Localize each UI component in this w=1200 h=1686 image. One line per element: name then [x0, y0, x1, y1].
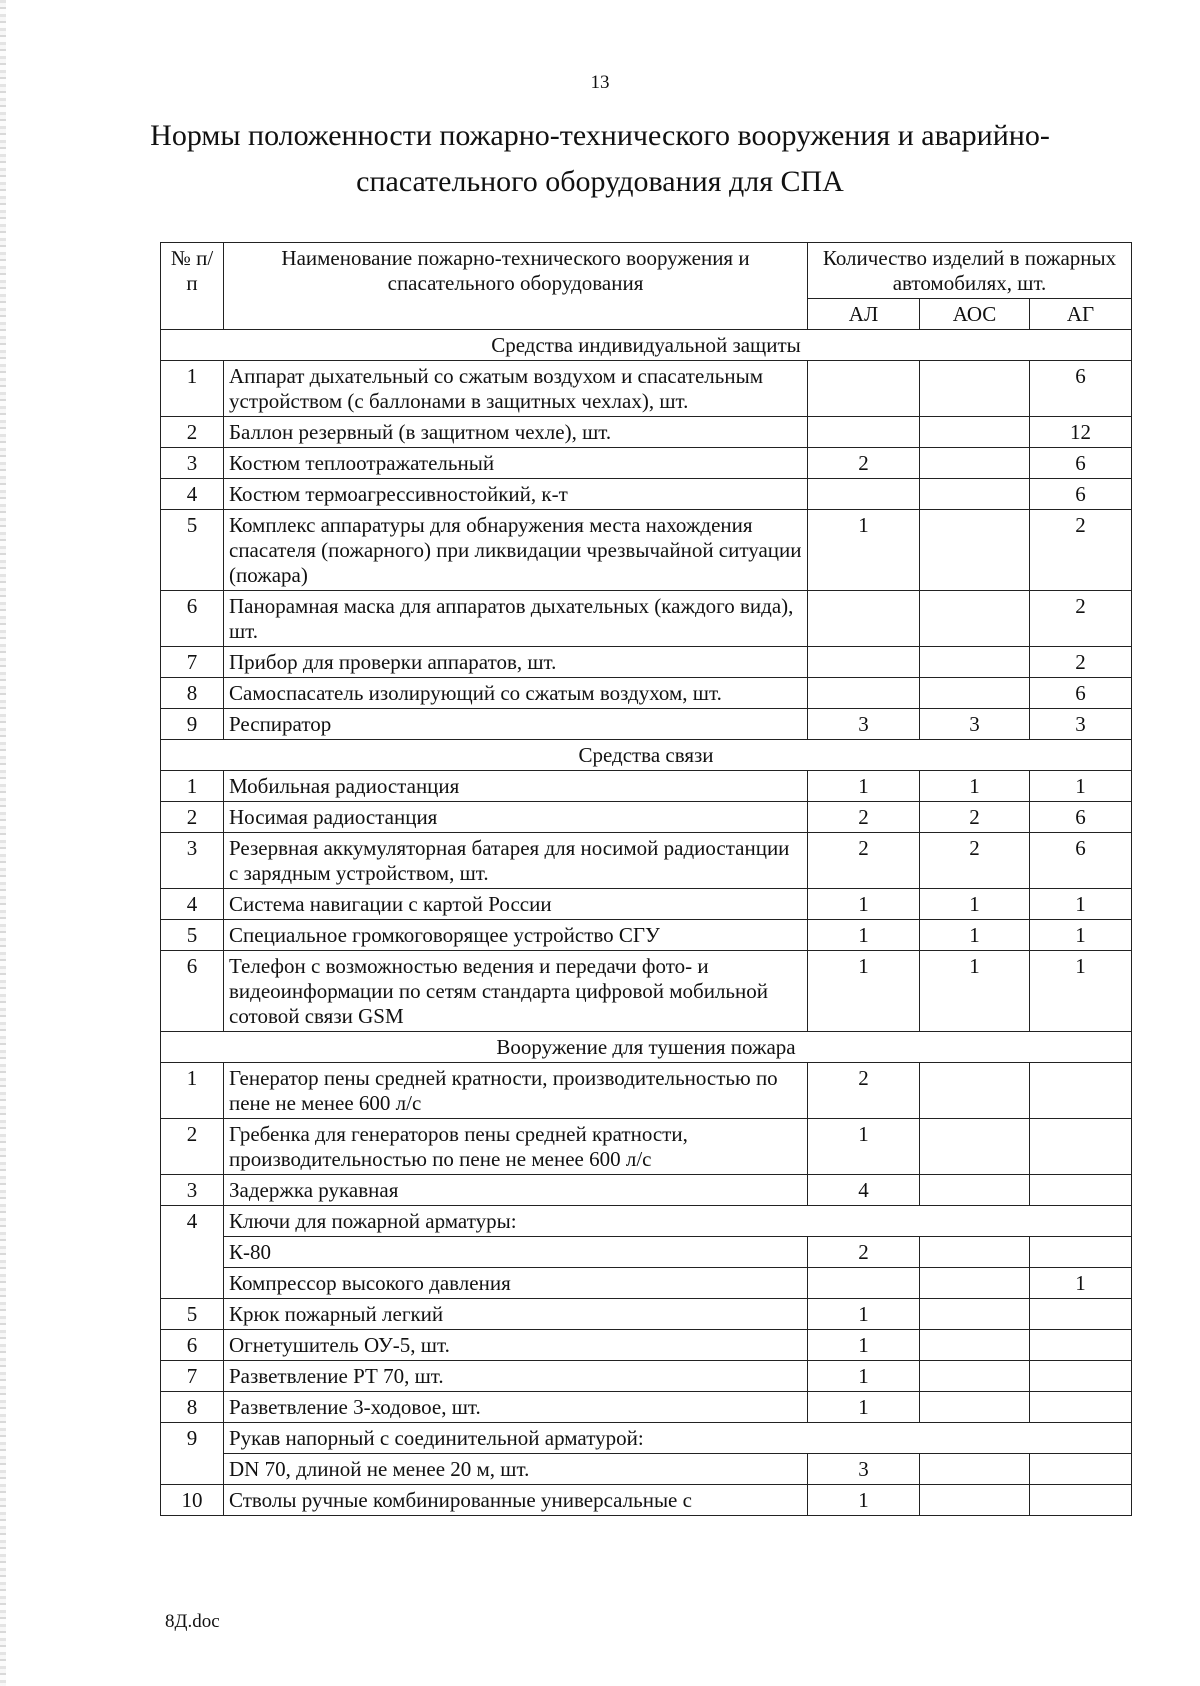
row-number: 3 [161, 1175, 224, 1206]
qty-aos [920, 1485, 1030, 1516]
row-number: 7 [161, 647, 224, 678]
page-number: 13 [590, 72, 610, 93]
qty-ag: 1 [1030, 771, 1132, 802]
header-qty: Количество изделий в пожарных автомобилях, шт. [808, 243, 1132, 299]
header-col-aos: АОС [920, 299, 1030, 330]
qty-aos [920, 678, 1030, 709]
row-name: Система навигации с картой России [224, 889, 808, 920]
table-row [161, 1361, 1132, 1392]
row-number: 2 [161, 802, 224, 833]
table-row [161, 889, 1132, 920]
qty-al: 2 [808, 1237, 920, 1268]
section-title: Средства индивидуальной защиты [161, 330, 1132, 361]
row-number: 5 [161, 510, 224, 591]
qty-ag: 6 [1030, 361, 1132, 417]
table-row [161, 647, 1132, 678]
row-name: Огнетушитель ОУ-5, шт. [224, 1330, 808, 1361]
row-name: Рукав напорный с соединительной арматурой: [224, 1423, 1132, 1454]
qty-ag: 3 [1030, 709, 1132, 740]
row-number: 7 [161, 1361, 224, 1392]
row-name: Носимая радиостанция [224, 802, 808, 833]
qty-aos [920, 1237, 1030, 1268]
row-number: 6 [161, 591, 224, 647]
qty-al [808, 1268, 920, 1299]
qty-al: 1 [808, 920, 920, 951]
qty-ag [1030, 1063, 1132, 1119]
table-row [161, 802, 1132, 833]
header-num: № п/п [161, 243, 224, 330]
qty-al: 2 [808, 1063, 920, 1119]
subrow-name: DN 70, длиной не менее 20 м, шт. [224, 1454, 808, 1485]
qty-al: 1 [808, 1361, 920, 1392]
section-title: Вооружение для тушения пожара [161, 1032, 1132, 1063]
table-row [161, 1206, 1132, 1237]
qty-ag: 2 [1030, 591, 1132, 647]
qty-ag: 1 [1030, 889, 1132, 920]
table-row [161, 1119, 1132, 1175]
row-number: 2 [161, 1119, 224, 1175]
row-number: 3 [161, 448, 224, 479]
qty-al [808, 591, 920, 647]
qty-ag: 2 [1030, 510, 1132, 591]
subrow-name: К-80 [224, 1237, 808, 1268]
row-name: Резервная аккумуляторная батарея для носимой радиостанции с зарядным устройством, шт. [224, 833, 808, 889]
title-line-1: Нормы положенности пожарно-технического вооружения и аварийно- [150, 119, 1050, 152]
qty-ag [1030, 1237, 1132, 1268]
table-row [161, 1175, 1132, 1206]
row-number: 9 [161, 1423, 224, 1485]
qty-al [808, 361, 920, 417]
row-name: Мобильная радиостанция [224, 771, 808, 802]
row-number: 4 [161, 479, 224, 510]
qty-ag [1030, 1175, 1132, 1206]
row-name: Стволы ручные комбинированные универсальные с [224, 1485, 808, 1516]
qty-aos [920, 1392, 1030, 1423]
qty-aos [920, 448, 1030, 479]
qty-aos [920, 479, 1030, 510]
subrow-name: Компрессор высокого давления [224, 1268, 808, 1299]
qty-ag: 6 [1030, 678, 1132, 709]
scan-edge [0, 0, 6, 1686]
row-name: Ключи для пожарной арматуры: [224, 1206, 1132, 1237]
row-name: Самоспасатель изолирующий со сжатым воздухом, шт. [224, 678, 808, 709]
qty-aos [920, 1330, 1030, 1361]
header-row [161, 243, 1132, 299]
qty-aos [920, 510, 1030, 591]
row-number: 6 [161, 951, 224, 1032]
qty-ag [1030, 1119, 1132, 1175]
table-subrow [161, 1268, 1132, 1299]
qty-ag: 1 [1030, 1268, 1132, 1299]
qty-al: 2 [808, 448, 920, 479]
qty-al: 2 [808, 833, 920, 889]
row-name: Разветвление РТ 70, шт. [224, 1361, 808, 1392]
qty-al: 1 [808, 771, 920, 802]
qty-al [808, 647, 920, 678]
qty-ag: 6 [1030, 448, 1132, 479]
table-row [161, 591, 1132, 647]
table-row [161, 510, 1132, 591]
header-col-al: АЛ [808, 299, 920, 330]
qty-aos [920, 647, 1030, 678]
row-number: 8 [161, 678, 224, 709]
qty-aos: 1 [920, 771, 1030, 802]
norms-table-wrapper [160, 242, 1131, 1516]
section-row [161, 1032, 1132, 1063]
row-number: 4 [161, 889, 224, 920]
table-row [161, 833, 1132, 889]
qty-al: 3 [808, 1454, 920, 1485]
qty-aos [920, 1063, 1030, 1119]
table-row [161, 920, 1132, 951]
row-number: 2 [161, 417, 224, 448]
row-number: 6 [161, 1330, 224, 1361]
row-number: 1 [161, 1063, 224, 1119]
title-line-2: спасательного оборудования для СПА [356, 165, 844, 198]
qty-aos [920, 1361, 1030, 1392]
qty-aos [920, 1119, 1030, 1175]
table-row [161, 1392, 1132, 1423]
row-name: Телефон с возможностью ведения и передачи фото- и видеоинформации по сетям стандарта цифровой мобильной сотовой связи GSM [224, 951, 808, 1032]
row-name: Прибор для проверки аппаратов, шт. [224, 647, 808, 678]
table-row [161, 1063, 1132, 1119]
qty-al: 4 [808, 1175, 920, 1206]
row-name: Задержка рукавная [224, 1175, 808, 1206]
file-name-footer: 8Д.doc [165, 1611, 220, 1632]
qty-al: 1 [808, 1330, 920, 1361]
qty-ag [1030, 1485, 1132, 1516]
qty-ag: 12 [1030, 417, 1132, 448]
qty-aos: 2 [920, 802, 1030, 833]
row-number: 5 [161, 920, 224, 951]
qty-al: 1 [808, 951, 920, 1032]
qty-aos [920, 1299, 1030, 1330]
qty-aos: 1 [920, 889, 1030, 920]
row-number: 8 [161, 1392, 224, 1423]
qty-aos: 1 [920, 951, 1030, 1032]
qty-ag: 6 [1030, 802, 1132, 833]
row-name: Баллон резервный (в защитном чехле), шт. [224, 417, 808, 448]
qty-al: 1 [808, 510, 920, 591]
qty-ag: 6 [1030, 833, 1132, 889]
table-subrow [161, 1454, 1132, 1485]
qty-ag: 6 [1030, 479, 1132, 510]
table-row [161, 361, 1132, 417]
row-name: Комплекс аппаратуры для обнаружения места нахождения спасателя (пожарного) при ликвидации чрезвычайной ситуации (пожара) [224, 510, 808, 591]
row-name: Разветвление 3-ходовое, шт. [224, 1392, 808, 1423]
row-name: Крюк пожарный легкий [224, 1299, 808, 1330]
qty-aos [920, 1175, 1030, 1206]
qty-ag: 1 [1030, 951, 1132, 1032]
section-title: Средства связи [161, 740, 1132, 771]
table-row [161, 709, 1132, 740]
header-col-ag: АГ [1030, 299, 1132, 330]
qty-ag [1030, 1299, 1132, 1330]
qty-ag: 1 [1030, 920, 1132, 951]
row-number: 4 [161, 1206, 224, 1299]
qty-aos: 1 [920, 920, 1030, 951]
row-name: Специальное громкоговорящее устройство СГУ [224, 920, 808, 951]
document-title [150, 113, 1050, 205]
norms-table [160, 242, 1132, 1516]
qty-aos [920, 1454, 1030, 1485]
qty-ag [1030, 1392, 1132, 1423]
qty-al: 1 [808, 1299, 920, 1330]
qty-al [808, 479, 920, 510]
table-row [161, 1330, 1132, 1361]
qty-al: 1 [808, 1392, 920, 1423]
table-body [161, 330, 1132, 1516]
qty-al [808, 417, 920, 448]
row-name: Генератор пены средней кратности, производительностью по пене не менее 600 л/с [224, 1063, 808, 1119]
row-number: 1 [161, 771, 224, 802]
row-number: 10 [161, 1485, 224, 1516]
qty-aos: 2 [920, 833, 1030, 889]
table-row [161, 417, 1132, 448]
qty-al: 1 [808, 889, 920, 920]
qty-ag [1030, 1330, 1132, 1361]
section-row [161, 740, 1132, 771]
row-number: 5 [161, 1299, 224, 1330]
table-row [161, 1299, 1132, 1330]
table-row [161, 951, 1132, 1032]
header-name: Наименование пожарно-технического вооружения и спасательного оборудования [224, 243, 808, 330]
section-row [161, 330, 1132, 361]
table-row [161, 678, 1132, 709]
table-row [161, 1423, 1132, 1454]
table-row [161, 479, 1132, 510]
row-name: Респиратор [224, 709, 808, 740]
row-number: 9 [161, 709, 224, 740]
qty-al: 1 [808, 1485, 920, 1516]
qty-al: 1 [808, 1119, 920, 1175]
row-name: Панорамная маска для аппаратов дыхательных (каждого вида), шт. [224, 591, 808, 647]
qty-aos [920, 1268, 1030, 1299]
qty-aos [920, 417, 1030, 448]
row-name: Аппарат дыхательный со сжатым воздухом и спасательным устройством (с баллонами в защитных чехлах), шт. [224, 361, 808, 417]
qty-ag: 2 [1030, 647, 1132, 678]
qty-ag [1030, 1454, 1132, 1485]
qty-aos [920, 361, 1030, 417]
qty-aos: 3 [920, 709, 1030, 740]
table-row [161, 1485, 1132, 1516]
row-name: Костюм термоагрессивностойкий, к-т [224, 479, 808, 510]
row-name: Костюм теплоотражательный [224, 448, 808, 479]
qty-ag [1030, 1361, 1132, 1392]
qty-al: 3 [808, 709, 920, 740]
table-row [161, 771, 1132, 802]
row-number: 3 [161, 833, 224, 889]
qty-al [808, 678, 920, 709]
table-row [161, 448, 1132, 479]
row-name: Гребенка для генераторов пены средней кратности, производительностью по пене не менее 600 л/с [224, 1119, 808, 1175]
qty-al: 2 [808, 802, 920, 833]
qty-aos [920, 591, 1030, 647]
table-subrow [161, 1237, 1132, 1268]
row-number: 1 [161, 361, 224, 417]
